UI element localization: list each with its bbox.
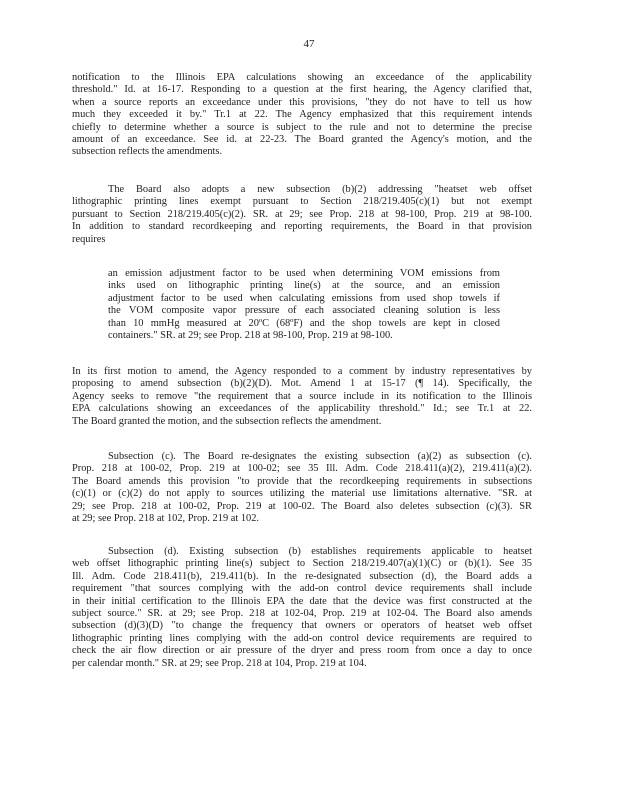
text-line: at 29; see Prop. 218 at 102, Prop. 219 at 102.	[72, 512, 260, 524]
text-line: In addition to standard recordkeeping and reporting requirements, the Board in that provision	[72, 221, 532, 233]
text-line: than 10 mmHg measured at 20ºC (68ºF) and the shop towels are kept in closed	[108, 317, 500, 329]
text-line: per calendar month." SR. at 29; see Prop. 218 at 104, Prop. 219 at 104.	[72, 657, 367, 669]
text-line: Prop. 218 at 100-02, Prop. 219 at 100-02; see 35 Ill. Adm. Code 218.411(a)(2), 219.411(a)(2).	[72, 463, 532, 475]
page-number: 47	[303, 38, 315, 50]
paragraph-heatset-exemption	[72, 184, 532, 246]
text-line: the VOM composite vapor pressure of each associated cleaning solution is less	[108, 305, 500, 317]
text-line: In its first motion to amend, the Agency responded to a comment by industry representatives by	[72, 366, 532, 377]
text-line: Subsection (d). Existing subsection (b) establishes requirements applicable to heatset	[108, 546, 532, 557]
text-line: an emission adjustment factor to be used when determining VOM emissions from	[108, 268, 500, 279]
text-line: inks used on lithographic printing line(s) at the source, and an emission	[108, 280, 500, 292]
text-line: Agency seeks to remove "the requirement that a source include in its notification to the Illinois	[72, 390, 532, 402]
text-line: The Board also adopts a new subsection (b)(2) addressing "heatset web offset	[108, 184, 532, 195]
text-line: requires	[72, 233, 106, 245]
text-line: The Board granted the motion, and the subsection reflects the amendment.	[72, 415, 382, 427]
text-line: when a source reports an exceedance under this provisions, "they do not have to tell us how	[72, 96, 532, 108]
text-line: Subsection (c). The Board re-designates the existing subsection (a)(2) as subsection (c).	[108, 451, 532, 462]
text-line: notification to the Illinois EPA calculations showing an exceedance of the applicability	[72, 72, 532, 83]
text-line: pursuant to Section 218/219.405(c)(2). SR. at 29; see Prop. 218 at 98-100, Prop. 219 at 98-100.	[72, 208, 532, 220]
text-line: The Board amends this provision "to provide that the recordkeeping requirements in subsections	[72, 475, 532, 487]
text-line: (c)(1) or (c)(2) do not apply to sources utilizing the material use limitations alternative. "SR. at	[72, 488, 532, 500]
text-line: EPA calculations showing an exceedances of the applicability threshold." Id.; see Tr.1 at 22.	[72, 403, 532, 415]
text-line: requirement "that sources complying with the add-on control device requirements shall include	[72, 583, 532, 595]
paragraph-subsection-d	[72, 546, 532, 670]
text-line: subject source." SR. at 29; see Prop. 218 at 102-04, Prop. 219 at 102-04. The Board also amends	[72, 607, 532, 619]
text-line: containers." SR. at 29; see Prop. 218 at 98-100, Prop. 219 at 98-100.	[108, 329, 393, 341]
text-line: in their initial certification to the Illinois EPA the date that the device was first constructed at the	[72, 595, 532, 607]
paragraph-first-motion	[72, 366, 532, 428]
text-line: proposing to amend subsection (b)(2)(D). Mot. Amend 1 at 15-17 (¶ 14). Specifically, the	[72, 378, 532, 390]
text-line: lithographic printing lines complying with the add-on control device requirements are required to	[72, 632, 532, 644]
text-line: subsection (d)(3)(D) "to change the frequency that owners or operators of heatset web offset	[72, 620, 532, 632]
block-quote	[108, 268, 500, 342]
text-line: amount of an exceedance. See id. at 22-23. The Board granted the Agency's motion, and the	[72, 133, 532, 145]
text-line: check the air flow direction or air pressure of the dryer and press room from once a day to once	[72, 645, 532, 657]
text-line: Ill. Adm. Code 218.411(b), 219.411(b). In the re-designated subsection (d), the Board adds a	[72, 570, 532, 582]
text-line: chiefly to determine whether a source is subject to the rule and not to determine the precise	[72, 121, 532, 133]
paragraph-notification	[72, 72, 532, 159]
text-line: lithographic printing lines exempt pursuant to Section 218/219.405(c)(1) but not exempt	[72, 196, 532, 208]
paragraph-subsection-c	[72, 451, 532, 525]
text-line: much they exceeded it by." Tr.1 at 22. The Agency emphasized that this requirement intends	[72, 109, 532, 121]
text-line: web offset lithographic printing line(s) subject to Section 218/219.407(a)(1)(C) or (b)(1). See 35	[72, 558, 532, 570]
text-line: threshold." Id. at 16-17. Responding to a question at the first hearing, the Agency clarified that,	[72, 84, 532, 96]
text-line: 29; see Prop. 218 at 100-02, Prop. 219 at 100-02. The Board also deletes subsection (c)(3). SR	[72, 500, 532, 512]
text-line: subsection reflects the amendments.	[72, 146, 223, 158]
text-line: adjustment factor to be used when calculating emissions from used shop towels if	[108, 292, 500, 304]
